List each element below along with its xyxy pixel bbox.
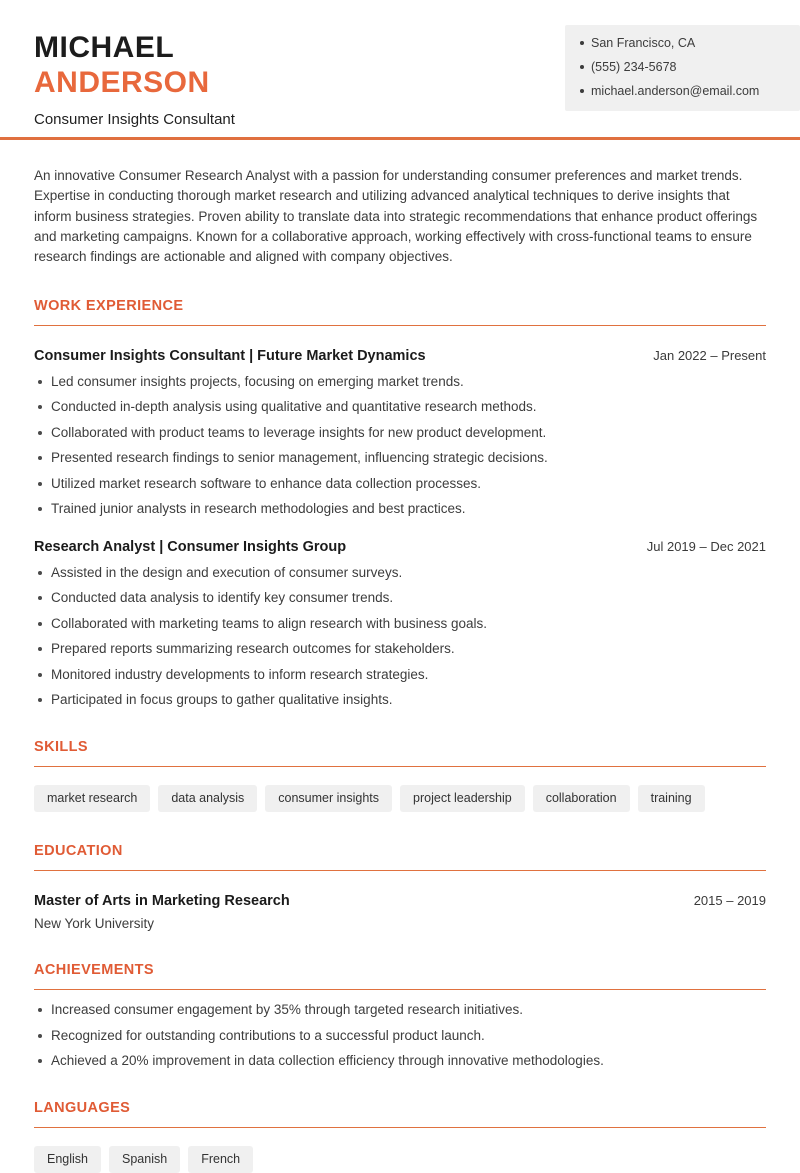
section-divider (34, 989, 766, 990)
education-school: New York University (34, 916, 155, 932)
bullet-dot-icon (38, 1008, 42, 1012)
achievement-item (34, 1053, 766, 1069)
job-bullet-text: Utilized market research software to enhance data collection processes. (51, 475, 481, 491)
bullet-dot-icon (38, 647, 42, 651)
header-divider (0, 137, 800, 140)
bullet-dot-icon (38, 507, 42, 511)
achievement-text: Recognized for outstanding contributions to a successful product launch. (51, 1027, 485, 1043)
job-bullet-text: Assisted in the design and execution of consumer surveys. (51, 564, 403, 580)
section-divider (34, 766, 766, 767)
contact-box (565, 25, 800, 111)
contact-phone (579, 60, 786, 74)
skills-title: SKILLS (34, 739, 88, 756)
job-bullet (34, 667, 766, 683)
job-bullet (34, 692, 766, 708)
job-bullet (34, 590, 766, 606)
job-bullet (34, 476, 766, 492)
job-bullet (34, 616, 766, 632)
bullet-dot-icon (38, 622, 42, 626)
contact-email (579, 84, 786, 98)
job-bullet (34, 565, 766, 581)
job-bullet-list (34, 565, 766, 709)
bullet-dot-icon (38, 405, 42, 409)
education-entry (34, 893, 766, 931)
bullet-dot-icon (38, 1034, 42, 1038)
job-bullet-text: Prepared reports summarizing research outcomes for stakeholders. (51, 641, 455, 657)
job-entry (34, 348, 766, 517)
bullet-dot-icon (38, 698, 42, 702)
resume-content (0, 166, 800, 1173)
job-bullet-text: Led consumer insights projects, focusing on emerging market trends. (51, 373, 464, 389)
job-dates: Jan 2022 – Present (653, 348, 766, 364)
contact-list (579, 36, 786, 98)
job-bullet-text: Collaborated with marketing teams to align research with business goals. (51, 615, 487, 631)
contact-email-text: michael.anderson@email.com (591, 84, 760, 98)
job-bullet-text: Trained junior analysts in research methodologies and best practices. (51, 501, 466, 517)
achievements-title: ACHIEVEMENTS (34, 962, 155, 979)
candidate-first-name: MICHAEL (34, 31, 175, 64)
achievement-text: Increased consumer engagement by 35% through targeted research initiatives. (51, 1002, 524, 1018)
section-divider (34, 870, 766, 871)
languages-tag-list (34, 1146, 766, 1173)
job-bullet (34, 501, 766, 517)
job-bullet (34, 641, 766, 657)
section-skills (34, 739, 766, 812)
candidate-headline: Consumer Insights Consultant (34, 111, 235, 128)
bullet-dot-icon (580, 65, 584, 69)
bullet-dot-icon (38, 380, 42, 384)
skill-tag: project leadership (400, 785, 525, 812)
bullet-dot-icon (38, 1059, 42, 1063)
contact-location-text: San Francisco, CA (591, 36, 696, 50)
section-education (34, 843, 766, 931)
job-bullet-list (34, 374, 766, 518)
job-bullet (34, 425, 766, 441)
bullet-dot-icon (38, 456, 42, 460)
resume-header (0, 0, 800, 137)
summary-paragraph: An innovative Consumer Research Analyst with a passion for understanding consumer preferences and market trends. Expertise in conducting thorough market research and utilizing advanced analytical techniques to derive insights that inform business strategies. Proven ability to translate data into strategic recommendations that enhance product offerings and marketing campaigns. Known for a collaborative approach, working effectively with cross-functional teams to ensure research findings are actionable and aligned with company objectives. (34, 168, 758, 265)
section-divider (34, 325, 766, 326)
language-tag: Spanish (109, 1146, 180, 1173)
job-bullet-text: Participated in focus groups to gather qualitative insights. (51, 692, 393, 708)
education-title: EDUCATION (34, 843, 123, 860)
achievement-item (34, 1028, 766, 1044)
job-bullet-text: Conducted data analysis to identify key consumer trends. (51, 590, 394, 606)
skill-tag: consumer insights (265, 785, 392, 812)
job-bullet (34, 374, 766, 390)
education-dates: 2015 – 2019 (693, 893, 766, 909)
candidate-last-name: ANDERSON (34, 66, 210, 99)
job-role: Consumer Insights Consultant | Future Market Dynamics (34, 348, 426, 365)
job-dates: Jul 2019 – Dec 2021 (646, 539, 766, 555)
job-role: Research Analyst | Consumer Insights Group (34, 539, 347, 556)
job-bullet (34, 450, 766, 466)
bullet-dot-icon (38, 431, 42, 435)
achievements-list (34, 1002, 766, 1069)
bullet-dot-icon (580, 89, 584, 93)
section-languages (34, 1100, 766, 1173)
job-bullet-text: Conducted in-depth analysis using qualitative and quantitative research methods. (51, 399, 537, 415)
achievement-text: Achieved a 20% improvement in data collection efficiency through innovative methodologies. (51, 1053, 604, 1069)
bullet-dot-icon (38, 482, 42, 486)
section-divider (34, 1127, 766, 1128)
section-achievements (34, 962, 766, 1069)
language-tag: French (188, 1146, 253, 1173)
job-bullet-text: Presented research findings to senior management, influencing strategic decisions. (51, 450, 548, 466)
skills-tag-list (34, 785, 766, 812)
skill-tag: data analysis (158, 785, 257, 812)
skill-tag: training (638, 785, 705, 812)
job-bullet-text: Collaborated with product teams to leverage insights for new product development. (51, 424, 547, 440)
bullet-dot-icon (38, 673, 42, 677)
contact-phone-text: (555) 234-5678 (591, 60, 677, 74)
work-experience-title: WORK EXPERIENCE (34, 298, 184, 315)
bullet-dot-icon (580, 41, 584, 45)
education-degree: Master of Arts in Marketing Research (34, 893, 290, 910)
job-bullet-text: Monitored industry developments to inform research strategies. (51, 666, 429, 682)
section-work-experience (34, 298, 766, 708)
job-bullet (34, 399, 766, 415)
bullet-dot-icon (38, 571, 42, 575)
job-entry (34, 539, 766, 708)
language-tag: English (34, 1146, 101, 1173)
bullet-dot-icon (38, 596, 42, 600)
languages-title: LANGUAGES (34, 1100, 131, 1117)
achievement-item (34, 1002, 766, 1018)
contact-location (579, 36, 786, 50)
skill-tag: market research (34, 785, 150, 812)
skill-tag: collaboration (533, 785, 630, 812)
